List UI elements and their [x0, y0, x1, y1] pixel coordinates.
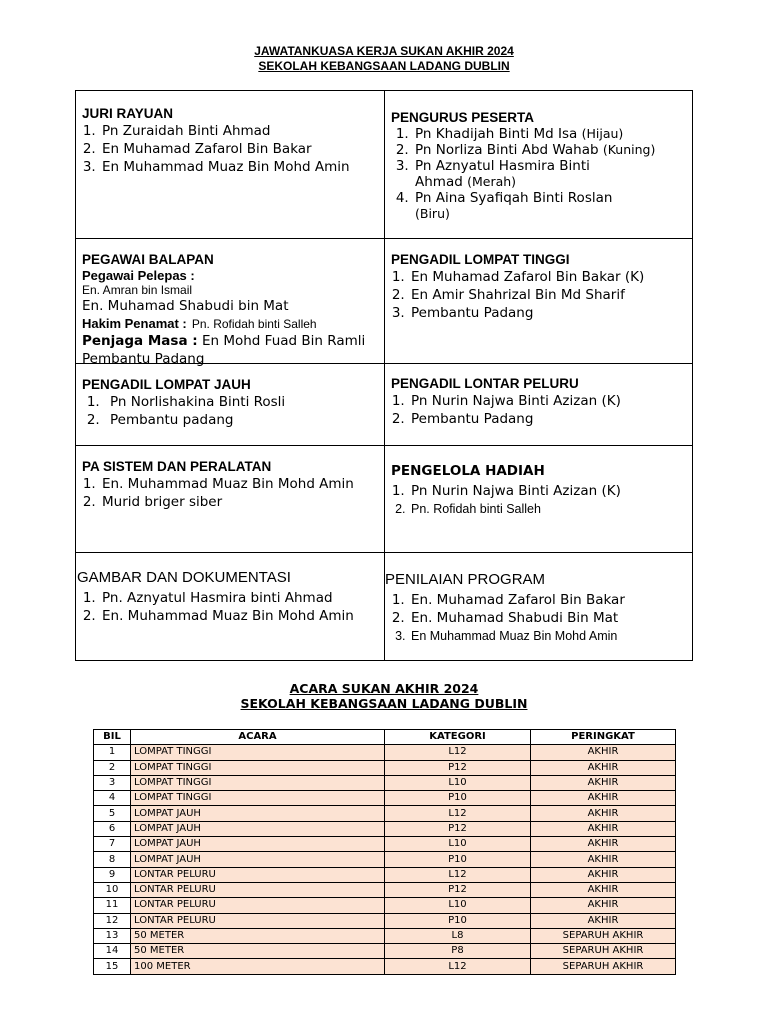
- cell-pegawai-balapan: [82, 251, 384, 368]
- list-item: 1. Pn Nurin Najwa Binti Azizan (K): [409, 482, 689, 500]
- table-row: [94, 837, 676, 852]
- cell-bil: 3: [94, 775, 131, 790]
- list-item: 3. En Muhammad Muaz Bin Mohd Amin: [409, 627, 689, 645]
- column-header-bil: BIL: [94, 730, 131, 745]
- grid-divider: [76, 552, 692, 553]
- cell-acara: LONTAR PELURU: [131, 913, 385, 928]
- table-row: [94, 944, 676, 959]
- cell-peringkat: AKHIR: [531, 837, 676, 852]
- member-name: Pn Norliza Binti Abd Wahab: [415, 142, 599, 158]
- pembantu-padang: Pembantu Padang: [82, 351, 205, 367]
- table-row: [94, 898, 676, 913]
- column-header-kategori: KATEGORI: [385, 730, 531, 745]
- doc-title-line1: JAWATANKUASA KERJA SUKAN AKHIR 2024: [254, 44, 514, 58]
- events-title: [0, 681, 768, 711]
- cell-peringkat: SEPARUH AKHIR: [531, 928, 676, 943]
- table-row: [94, 775, 676, 790]
- cell-lompat-tinggi: [391, 251, 689, 322]
- cell-peringkat: AKHIR: [531, 898, 676, 913]
- cell-kategori: P12: [385, 821, 531, 836]
- list-item: [413, 142, 689, 158]
- table-row: [94, 791, 676, 806]
- masa-name: En Mohd Fuad Bin Ramli: [201, 333, 366, 349]
- events-table: [93, 729, 676, 975]
- penamat-line: [82, 315, 384, 332]
- member-name: Pn Aznyatul Hasmira Binti Ahmad: [415, 158, 590, 190]
- cell-acara: LONTAR PELURU: [131, 882, 385, 897]
- cell-acara: LOMPAT JAUH: [131, 821, 385, 836]
- cell-peringkat: AKHIR: [531, 791, 676, 806]
- list-item: 1. En. Muhamad Zafarol Bin Bakar: [409, 591, 689, 609]
- table-row: [94, 867, 676, 882]
- cell-peringkat: AKHIR: [531, 806, 676, 821]
- cell-kategori: P10: [385, 791, 531, 806]
- heading-lompat-tinggi: PENGADIL LOMPAT TINGGI: [391, 252, 570, 267]
- list-item: [413, 126, 689, 142]
- list-item: [413, 190, 645, 222]
- pelepas-label: Pegawai Pelepas :: [82, 268, 195, 283]
- cell-bil: 2: [94, 760, 131, 775]
- list-lontar-peluru: [391, 392, 689, 428]
- heading-pengurus-peserta: PENGURUS PESERTA: [391, 110, 535, 125]
- list-penilaian: [385, 591, 689, 645]
- heading-hadiah: PENGELOLA HADIAH: [391, 463, 545, 479]
- list-item: 2. En Amir Shahrizal Bin Md Sharif: [409, 286, 689, 304]
- masa-label: Penjaga Masa :: [82, 333, 198, 349]
- list-lompat-jauh: [82, 393, 382, 429]
- list-item: [413, 158, 630, 190]
- cell-peringkat: AKHIR: [531, 775, 676, 790]
- masa-line: [82, 332, 384, 351]
- cell-acara: LOMPAT TINGGI: [131, 791, 385, 806]
- table-row: [94, 760, 676, 775]
- cell-acara: LONTAR PELURU: [131, 867, 385, 882]
- cell-kategori: L10: [385, 898, 531, 913]
- grid-divider: [76, 238, 692, 239]
- table-header-row: [94, 730, 676, 745]
- house-note: (Hijau): [581, 126, 624, 141]
- cell-acara: LOMPAT TINGGI: [131, 745, 385, 760]
- member-name: Pn Aina Syafiqah Binti Roslan: [415, 190, 613, 206]
- cell-acara: LOMPAT JAUH: [131, 837, 385, 852]
- list-item: 2. Pn. Rofidah binti Salleh: [409, 500, 689, 518]
- cell-peringkat: SEPARUH AKHIR: [531, 959, 676, 974]
- cell-acara: LOMPAT JAUH: [131, 852, 385, 867]
- events-title-line1: ACARA SUKAN AKHIR 2024: [289, 681, 479, 696]
- cell-acara: LOMPAT TINGGI: [131, 775, 385, 790]
- cell-bil: 5: [94, 806, 131, 821]
- list-item: 3. Pembantu Padang: [409, 304, 689, 322]
- house-note: (Kuning): [602, 142, 656, 157]
- cell-acara: LONTAR PELURU: [131, 898, 385, 913]
- cell-peringkat: AKHIR: [531, 821, 676, 836]
- cell-bil: 4: [94, 791, 131, 806]
- heading-gambar: GAMBAR DAN DOKUMENTASI: [77, 569, 291, 586]
- cell-bil: 15: [94, 959, 131, 974]
- column-header-acara: ACARA: [131, 730, 385, 745]
- cell-kategori: P12: [385, 760, 531, 775]
- table-row: [94, 821, 676, 836]
- list-lompat-tinggi: [391, 268, 689, 322]
- list-item: 2. En Muhamad Zafarol Bin Bakar: [100, 140, 382, 158]
- cell-pa-sistem: [82, 458, 382, 511]
- list-item: 2. Murid briger siber: [100, 493, 382, 511]
- list-item: 1. Pn Zuraidah Binti Ahmad: [100, 122, 382, 140]
- committee-grid: [75, 90, 693, 661]
- cell-acara: LOMPAT TINGGI: [131, 760, 385, 775]
- cell-kategori: P8: [385, 944, 531, 959]
- cell-peringkat: AKHIR: [531, 867, 676, 882]
- cell-bil: 13: [94, 928, 131, 943]
- heading-lompat-jauh: PENGADIL LOMPAT JAUH: [82, 377, 251, 392]
- cell-kategori: L10: [385, 837, 531, 852]
- cell-bil: 10: [94, 882, 131, 897]
- cell-kategori: L12: [385, 806, 531, 821]
- cell-kategori: L12: [385, 745, 531, 760]
- table-row: [94, 928, 676, 943]
- list-item: 1. Pn Nurin Najwa Binti Azizan (K): [409, 392, 689, 410]
- table-row: [94, 882, 676, 897]
- heading-pegawai-balapan: PEGAWAI BALAPAN: [82, 252, 214, 267]
- list-item: 3. En Muhammad Muaz Bin Mohd Amin: [100, 158, 382, 176]
- penamat-name: Pn. Rofidah binti Salleh: [191, 317, 317, 331]
- penamat-label: Hakim Penamat :: [82, 316, 187, 331]
- cell-acara: 50 METER: [131, 928, 385, 943]
- cell-acara: 50 METER: [131, 944, 385, 959]
- events-title-line2: SEKOLAH KEBANGSAAN LADANG DUBLIN: [240, 696, 528, 711]
- cell-juri-rayuan: [82, 105, 382, 176]
- cell-bil: 7: [94, 837, 131, 852]
- cell-bil: 6: [94, 821, 131, 836]
- table-row: [94, 806, 676, 821]
- cell-kategori: L12: [385, 867, 531, 882]
- cell-lontar-peluru: [391, 375, 689, 428]
- member-name: Pn Khadijah Binti Md Isa: [415, 126, 578, 142]
- cell-pengurus-peserta: [391, 109, 689, 222]
- cell-peringkat: AKHIR: [531, 882, 676, 897]
- cell-bil: 11: [94, 898, 131, 913]
- cell-gambar: [77, 569, 383, 625]
- grid-divider: [76, 445, 692, 446]
- cell-peringkat: AKHIR: [531, 852, 676, 867]
- cell-peringkat: SEPARUH AKHIR: [531, 944, 676, 959]
- list-item: 1. Pn. Aznyatul Hasmira binti Ahmad: [100, 589, 383, 607]
- cell-bil: 8: [94, 852, 131, 867]
- list-juri-rayuan: [82, 122, 382, 176]
- list-pa-sistem: [82, 475, 382, 511]
- table-row: [94, 959, 676, 974]
- house-note: (Biru): [415, 206, 450, 221]
- list-item: 1. En Muhamad Zafarol Bin Bakar (K): [409, 268, 689, 286]
- cell-kategori: P12: [385, 882, 531, 897]
- list-item: 1. En. Muhammad Muaz Bin Mohd Amin: [100, 475, 382, 493]
- cell-bil: 1: [94, 745, 131, 760]
- cell-hadiah: [391, 463, 689, 518]
- cell-penilaian: [385, 571, 689, 645]
- house-note: (Merah): [467, 174, 517, 189]
- list-item: 2. En. Muhammad Muaz Bin Mohd Amin: [100, 607, 383, 625]
- list-gambar: [77, 589, 383, 625]
- heading-lontar-peluru: PENGADIL LONTAR PELURU: [391, 376, 579, 391]
- events-table-body: [94, 745, 676, 974]
- list-item: 1. Pn Norlishakina Binti Rosli: [104, 393, 382, 411]
- cell-lompat-jauh: [82, 376, 382, 429]
- table-row: [94, 913, 676, 928]
- list-item: 2. Pembantu Padang: [409, 410, 689, 428]
- cell-acara: 100 METER: [131, 959, 385, 974]
- heading-juri-rayuan: JURI RAYUAN: [82, 106, 174, 121]
- list-item: 2. Pembantu padang: [104, 411, 382, 429]
- cell-bil: 14: [94, 944, 131, 959]
- pelepas-name-1: En. Amran bin Ismail: [82, 283, 193, 297]
- table-row: [94, 852, 676, 867]
- heading-penilaian: PENILAIAN PROGRAM: [385, 571, 546, 588]
- pelepas-name-2: En. Muhamad Shabudi bin Mat: [82, 298, 289, 314]
- cell-kategori: L8: [385, 928, 531, 943]
- cell-kategori: P10: [385, 913, 531, 928]
- list-pengurus-peserta: [391, 126, 689, 222]
- cell-acara: LOMPAT JAUH: [131, 806, 385, 821]
- list-hadiah: [391, 482, 689, 518]
- table-row: [94, 745, 676, 760]
- doc-title: [0, 44, 768, 74]
- list-item: 2. En. Muhamad Shabudi Bin Mat: [409, 609, 689, 627]
- cell-kategori: P10: [385, 852, 531, 867]
- cell-kategori: L10: [385, 775, 531, 790]
- cell-peringkat: AKHIR: [531, 760, 676, 775]
- column-header-peringkat: PERINGKAT: [531, 730, 676, 745]
- cell-bil: 12: [94, 913, 131, 928]
- cell-kategori: L12: [385, 959, 531, 974]
- heading-pa-sistem: PA SISTEM DAN PERALATAN: [82, 459, 272, 474]
- cell-peringkat: AKHIR: [531, 913, 676, 928]
- cell-bil: 9: [94, 867, 131, 882]
- doc-title-line2: SEKOLAH KEBANGSAAN LADANG DUBLIN: [258, 59, 510, 73]
- cell-peringkat: AKHIR: [531, 745, 676, 760]
